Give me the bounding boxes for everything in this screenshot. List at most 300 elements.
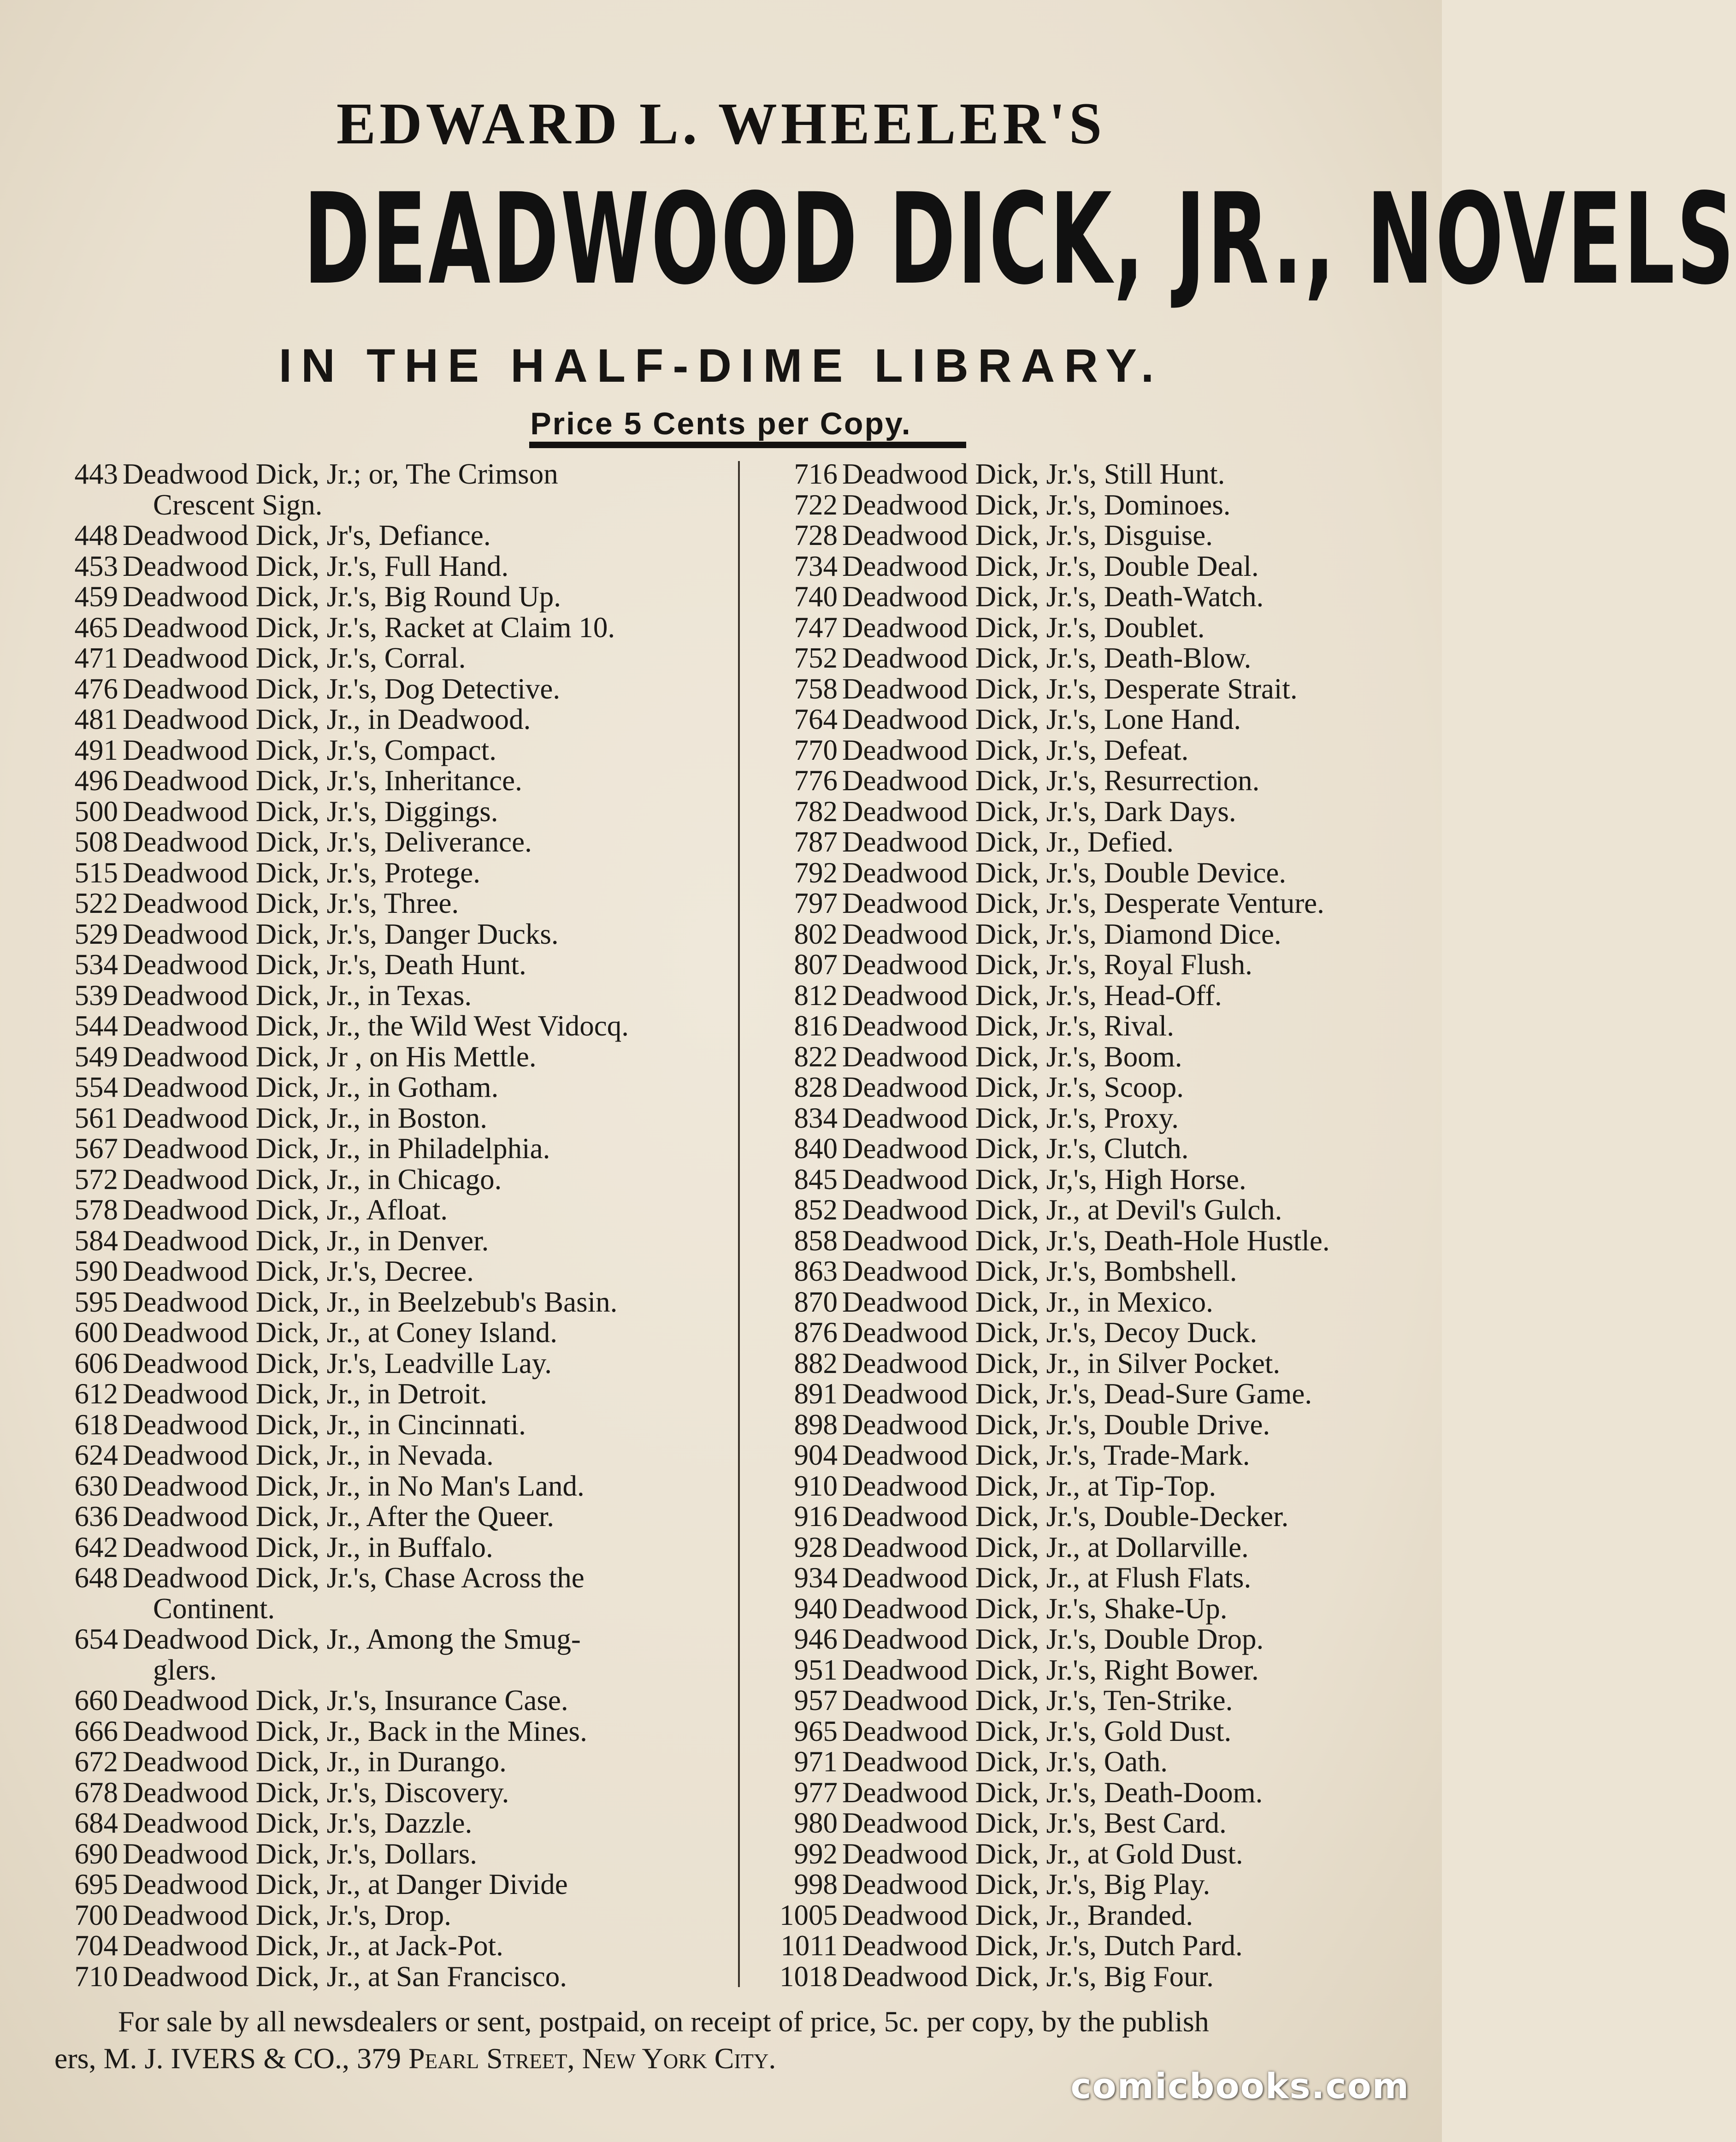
novel-entry (54, 1072, 723, 1103)
novel-entry (54, 581, 723, 612)
novel-title: Deadwood Dick, Jr.'s, Defeat. (842, 734, 1189, 766)
novel-entry (758, 735, 1431, 766)
novel-number: 797 (794, 887, 838, 919)
novel-title: Deadwood Dick, Jr., Branded. (842, 1899, 1193, 1931)
novel-title: Deadwood Dick, Jr., at Danger Divide (123, 1868, 568, 1900)
author-heading: EDWARD L. WHEELER'S (336, 91, 1106, 156)
novel-title: Deadwood Dick, Jr., in Gotham. (123, 1071, 499, 1103)
novel-title: Deadwood Dick, Jr.'s, Double Device. (842, 856, 1287, 889)
novel-title: Deadwood Dick, Jr., in Silver Pocket. (842, 1347, 1281, 1379)
novel-entry (54, 612, 723, 643)
novel-entry (758, 980, 1431, 1011)
novel-title: Deadwood Dick, Jr.'s, Doublet. (842, 611, 1205, 644)
novel-number: 863 (794, 1255, 838, 1287)
novel-entry (758, 1930, 1431, 1961)
novel-number: 898 (794, 1408, 838, 1441)
novel-number: 870 (794, 1285, 838, 1318)
novel-title: Deadwood Dick, Jr,'s, High Horse. (842, 1163, 1246, 1195)
novel-number: 928 (794, 1531, 838, 1563)
novel-number: 600 (74, 1316, 118, 1349)
novel-number: 812 (794, 979, 838, 1012)
novel-entry (758, 459, 1431, 490)
novel-number: 965 (794, 1715, 838, 1747)
novel-title: Deadwood Dick, Jr.'s, Dollars. (123, 1837, 477, 1870)
novel-title: Deadwood Dick, Jr.'s, Big Play. (842, 1868, 1210, 1900)
novel-title: Deadwood Dick, Jr.'s, Dog Detective. (123, 672, 561, 705)
novel-number: 840 (794, 1132, 838, 1165)
novel-title: Deadwood Dick, Jr.'s, Big Round Up. (123, 580, 561, 613)
novel-title: Deadwood Dick, Jr.'s, Desperate Venture. (842, 887, 1324, 919)
novel-entry (758, 551, 1431, 582)
novel-title: Deadwood Dick, Jr.'s, Shake-Up. (842, 1592, 1228, 1625)
novel-entry (758, 1839, 1431, 1870)
novel-number: 764 (794, 703, 838, 735)
novel-number: 578 (74, 1194, 118, 1226)
novel-title: Deadwood Dick, Jr., at Devil's Gulch. (842, 1194, 1282, 1226)
novel-entry (758, 1716, 1431, 1747)
novel-entry (54, 1471, 723, 1502)
novel-title: Deadwood Dick, Jr.'s, Dead-Sure Game. (842, 1378, 1312, 1410)
novel-number: 792 (794, 856, 838, 889)
novel-entry (54, 827, 723, 858)
novel-title: Deadwood Dick, Jr.'s, Gold Dust. (842, 1715, 1232, 1747)
novel-entry (758, 1072, 1431, 1103)
novel-number: 476 (74, 672, 118, 705)
novel-title: Deadwood Dick, Jr.'s, Double-Decker. (842, 1500, 1289, 1533)
novel-entry (758, 1808, 1431, 1839)
novel-entry (758, 1348, 1431, 1379)
novel-number: 998 (794, 1868, 838, 1900)
number-spacer (54, 490, 123, 521)
novel-number: 684 (74, 1807, 118, 1839)
novel-title: Deadwood Dick, Jr , on His Mettle. (123, 1040, 537, 1073)
footer-line-1: For sale by all newsdealers or sent, postpaid, on receipt of price, 5c. per copy, by the publish (118, 2005, 1209, 2038)
novel-title: Deadwood Dick, Jr., at Coney Island. (123, 1316, 558, 1349)
novel-title: Deadwood Dick, Jr., in Buffalo. (123, 1531, 493, 1563)
novel-number: 612 (74, 1378, 118, 1410)
novel-title: Deadwood Dick, Jr.'s, Dark Days. (842, 795, 1236, 828)
novel-title-continued: Crescent Sign. (153, 488, 323, 521)
novel-title: Deadwood Dick, Jr., in Chicago. (123, 1163, 502, 1195)
novel-title: Deadwood Dick, Jr., in No Man's Land. (123, 1469, 585, 1502)
novel-title: Deadwood Dick, Jr.'s, Compact. (123, 734, 496, 766)
novel-title: Deadwood Dick, Jr.'s, Death-Blow. (842, 642, 1252, 674)
novel-number: 624 (74, 1439, 118, 1471)
novel-number: 636 (74, 1500, 118, 1533)
novel-number: 946 (794, 1623, 838, 1655)
novel-number: 1011 (780, 1929, 838, 1962)
novel-title: Deadwood Dick, Jr.'s, Deliverance. (123, 826, 532, 858)
novel-title: Deadwood Dick, Jr., in Cincinnati. (123, 1408, 526, 1441)
novel-entry (758, 1440, 1431, 1471)
novel-number: 443 (74, 458, 118, 490)
novel-number: 940 (794, 1592, 838, 1625)
novel-number: 453 (74, 550, 118, 582)
novel-number: 1005 (779, 1899, 838, 1931)
novel-entry (758, 1011, 1431, 1041)
novel-title: Deadwood Dick, Jr., After the Queer. (123, 1500, 554, 1533)
novel-number: 595 (74, 1285, 118, 1318)
novel-entry (54, 551, 723, 582)
novel-entry (54, 1041, 723, 1072)
novel-entry (758, 1685, 1431, 1716)
novel-number: 500 (74, 795, 118, 828)
novel-title: Deadwood Dick, Jr.'s, Dazzle. (123, 1807, 472, 1839)
novel-number: 992 (794, 1837, 838, 1870)
novel-entry (54, 704, 723, 735)
novel-number: 606 (74, 1347, 118, 1379)
novel-title: Deadwood Dick, Jr., Defied. (842, 826, 1174, 858)
novel-entry (758, 1900, 1431, 1931)
novel-entry (758, 1501, 1431, 1532)
novel-title: Deadwood Dick, Jr.'s, Diamond Dice. (842, 917, 1281, 950)
novel-title: Deadwood Dick, Jr.; or, The Crimson (123, 458, 558, 490)
novel-entry (758, 1103, 1431, 1134)
novel-number: 522 (74, 887, 118, 919)
novel-number: 971 (794, 1746, 838, 1778)
novel-entry (758, 1133, 1431, 1164)
novel-title: Deadwood Dick, Jr.'s, Proxy. (842, 1101, 1179, 1134)
novel-number: 549 (74, 1040, 118, 1073)
novel-number: 704 (74, 1929, 118, 1962)
novel-entry (54, 1348, 723, 1379)
novel-title: Deadwood Dick, Jr.'s, Dominoes. (842, 488, 1231, 521)
novel-title: Deadwood Dick, Jr., at Dollarville. (842, 1531, 1249, 1563)
novel-entry (54, 1777, 723, 1808)
novel-title: Deadwood Dick, Jr.'s, Double Drop. (842, 1623, 1264, 1655)
novel-entry (758, 1409, 1431, 1440)
novel-entry (54, 1839, 723, 1870)
column-divider (738, 461, 740, 1987)
novel-title: Deadwood Dick, Jr., Back in the Mines. (123, 1715, 587, 1747)
novel-entry (758, 1593, 1431, 1624)
novel-title: Deadwood Dick, Jr.'s, Head-Off. (842, 979, 1222, 1012)
novel-title: Deadwood Dick, Jr.'s, Ten-Strike. (842, 1684, 1233, 1716)
novel-number: 716 (794, 458, 838, 490)
novel-number: 567 (74, 1132, 118, 1165)
novel-title: Deadwood Dick, Jr.'s, Clutch. (842, 1132, 1189, 1165)
novel-title: Deadwood Dick, Jr., in Boston. (123, 1101, 487, 1134)
novel-entry (758, 581, 1431, 612)
novel-entry (758, 704, 1431, 735)
novel-number: 722 (794, 488, 838, 521)
novel-title: Deadwood Dick, Jr.'s, Insurance Case. (123, 1684, 568, 1716)
novel-entry (54, 1624, 723, 1655)
publisher-address: Pearl Street, New York City. (408, 2042, 776, 2075)
novel-entry (758, 1777, 1431, 1808)
novel-number: 980 (794, 1807, 838, 1839)
novel-number: 561 (74, 1101, 118, 1134)
novel-title: Deadwood Dick, Jr.'s, Desperate Strait. (842, 672, 1298, 705)
novel-number: 834 (794, 1101, 838, 1134)
novel-title: Deadwood Dick, Jr., in Detroit. (123, 1378, 487, 1410)
novel-title: Deadwood Dick, Jr.'s, Chase Across the (123, 1562, 585, 1594)
novel-number: 465 (74, 611, 118, 644)
novel-entry (54, 1133, 723, 1164)
novel-title: Deadwood Dick, Jr.'s, Drop. (123, 1899, 451, 1931)
novel-number: 752 (794, 642, 838, 674)
novel-entry (758, 1041, 1431, 1072)
novel-entry (54, 1103, 723, 1134)
library-subtitle: IN THE HALF-DIME LIBRARY. (278, 339, 1163, 392)
novel-number: 891 (794, 1378, 838, 1410)
novel-number: 816 (794, 1010, 838, 1042)
novel-entry-continuation (54, 490, 723, 521)
novel-title: Deadwood Dick, Jr.'s, Big Four. (842, 1960, 1214, 1993)
novel-entry (758, 858, 1431, 888)
novel-number: 782 (794, 795, 838, 828)
novel-entry (758, 1471, 1431, 1502)
novel-number: 852 (794, 1194, 838, 1226)
novel-number: 740 (794, 580, 838, 613)
novel-number: 822 (794, 1040, 838, 1073)
novel-entry (758, 612, 1431, 643)
novel-title: Deadwood Dick, Jr.'s, Still Hunt. (842, 458, 1225, 490)
novel-number: 828 (794, 1071, 838, 1103)
novel-number: 481 (74, 703, 118, 735)
novel-title: Deadwood Dick, Jr.'s, Resurrection. (842, 764, 1260, 797)
novel-title: Deadwood Dick, Jr., at Flush Flats. (842, 1562, 1252, 1594)
novel-title: Deadwood Dick, Jr.'s, Full Hand. (123, 550, 509, 582)
novel-number: 876 (794, 1316, 838, 1349)
novel-number: 700 (74, 1899, 118, 1931)
novel-entry (54, 765, 723, 796)
novel-entry (54, 1716, 723, 1747)
novel-title: Deadwood Dick, Jr., at Gold Dust. (842, 1837, 1243, 1870)
novel-title: Deadwood Dick, Jr., in Denver. (123, 1224, 489, 1257)
novel-title: Deadwood Dick, Jr.'s, Leadville Lay. (123, 1347, 552, 1379)
novel-entry (54, 459, 723, 490)
novel-title: Deadwood Dick, Jr.'s, Decoy Duck. (842, 1316, 1258, 1349)
novel-title: Deadwood Dick, Jr.'s, Disguise. (842, 519, 1213, 551)
novel-entry (758, 674, 1431, 704)
number-spacer (54, 1593, 123, 1624)
novel-title: Deadwood Dick, Jr., in Deadwood. (123, 703, 531, 735)
novel-entry (54, 1746, 723, 1777)
novel-number: 690 (74, 1837, 118, 1870)
novel-title: Deadwood Dick, Jr., in Durango. (123, 1746, 507, 1778)
novel-number: 858 (794, 1224, 838, 1257)
novel-entry-continuation (54, 1655, 723, 1686)
novel-number: 666 (74, 1715, 118, 1747)
novel-entry (54, 949, 723, 980)
novel-number: 934 (794, 1562, 838, 1594)
novel-entry (54, 1225, 723, 1256)
novel-number: 529 (74, 917, 118, 950)
novel-entry (54, 1164, 723, 1195)
novel-entry (54, 858, 723, 888)
novel-title: Deadwood Dick, Jr.'s, Double Drive. (842, 1408, 1270, 1441)
novel-entry (758, 1225, 1431, 1256)
novel-title: Deadwood Dick, Jr.'s, Protege. (123, 856, 480, 889)
novel-entry (54, 796, 723, 827)
novel-title: Deadwood Dick, Jr.'s, Royal Flush. (842, 948, 1252, 981)
novel-title: Deadwood Dick, Jr.'s, Trade-Mark. (842, 1439, 1250, 1471)
novel-entry (758, 643, 1431, 674)
novel-title: Deadwood Dick, Jr., in Philadelphia. (123, 1132, 550, 1165)
novel-number: 515 (74, 856, 118, 889)
publisher-name: ers, M. J. IVERS & CO., 379 (54, 2042, 409, 2075)
novel-title: Deadwood Dick, Jr., at San Francisco. (123, 1960, 567, 1993)
novel-title: Deadwood Dick, Jr., Afloat. (123, 1194, 448, 1226)
novel-number: 710 (74, 1960, 118, 1993)
novel-number: 951 (794, 1653, 838, 1686)
novel-entry (54, 520, 723, 551)
novel-title: Deadwood Dick, Jr.'s, Corral. (123, 642, 466, 674)
novel-entry (758, 1287, 1431, 1318)
novel-entry (54, 735, 723, 766)
novel-number: 770 (794, 734, 838, 766)
novel-title: Deadwood Dick, Jr.'s, Dutch Pard. (842, 1929, 1243, 1962)
number-spacer (54, 1655, 123, 1686)
novel-number: 448 (74, 519, 118, 551)
novel-title: Deadwood Dick, Jr.'s, Death-Doom. (842, 1776, 1263, 1809)
novel-number: 654 (74, 1623, 118, 1655)
novel-number: 618 (74, 1408, 118, 1441)
novel-title: Deadwood Dick, Jr., in Texas. (123, 979, 472, 1012)
novel-number: 845 (794, 1163, 838, 1195)
novel-title: Deadwood Dick, Jr.'s, Bombshell. (842, 1255, 1237, 1287)
novel-entry (758, 827, 1431, 858)
price-line: Price 5 Cents per Copy. (530, 406, 912, 441)
novel-title: Deadwood Dick, Jr.'s, Diggings. (123, 795, 498, 828)
novel-entry (758, 1624, 1431, 1655)
novel-number: 776 (794, 764, 838, 797)
novel-number: 807 (794, 948, 838, 981)
novel-number: 678 (74, 1776, 118, 1809)
novel-number: 660 (74, 1684, 118, 1716)
novel-entry (758, 1562, 1431, 1593)
novel-title: Deadwood Dick, Jr.'s, Lone Hand. (842, 703, 1241, 735)
novel-title: Deadwood Dick, Jr.'s, Racket at Claim 10. (123, 611, 615, 644)
novel-number: 572 (74, 1163, 118, 1195)
novel-entry (54, 1256, 723, 1287)
novel-entry (758, 796, 1431, 827)
novel-title: Deadwood Dick, Jr., the Wild West Vidocq. (123, 1010, 629, 1042)
novel-title: Deadwood Dick, Jr.'s, Discovery. (123, 1776, 509, 1809)
novel-entry (758, 1317, 1431, 1348)
novel-number: 910 (794, 1469, 838, 1502)
novel-entry (758, 1655, 1431, 1686)
novel-number: 672 (74, 1746, 118, 1778)
novel-title: Deadwood Dick, Jr.'s, Decree. (123, 1255, 474, 1287)
novel-number: 882 (794, 1347, 838, 1379)
novel-entry (758, 520, 1431, 551)
novel-number: 728 (794, 519, 838, 551)
price-underline (529, 442, 966, 448)
novel-number: 642 (74, 1531, 118, 1563)
novel-entry (54, 1930, 723, 1961)
novel-title: Deadwood Dick, Jr., in Beelzebub's Basin. (123, 1285, 618, 1318)
novel-title: Deadwood Dick, Jr.'s, Double Deal. (842, 550, 1259, 582)
novel-number: 916 (794, 1500, 838, 1533)
watermark: comicbooks.com (1070, 2065, 1410, 2106)
novel-title: Deadwood Dick, Jr.'s, Scoop. (842, 1071, 1184, 1103)
novel-number: 1018 (779, 1960, 838, 1993)
novel-number: 695 (74, 1868, 118, 1900)
novel-title: Deadwood Dick, Jr.'s, Best Card. (842, 1807, 1227, 1839)
novel-number: 584 (74, 1224, 118, 1257)
right-title-column (758, 459, 1431, 1994)
novel-title-continued: Continent. (153, 1592, 275, 1625)
novel-entry (54, 1501, 723, 1532)
novel-number: 802 (794, 917, 838, 950)
novel-entry (54, 1808, 723, 1839)
novel-number: 459 (74, 580, 118, 613)
novel-number: 977 (794, 1776, 838, 1809)
novel-entry (54, 980, 723, 1011)
novel-entry (758, 1869, 1431, 1900)
novel-title-continued: glers. (153, 1653, 217, 1686)
novel-title: Deadwood Dick, Jr.'s, Death-Hole Hustle. (842, 1224, 1330, 1257)
novel-entry (758, 1195, 1431, 1225)
novel-entry (54, 1409, 723, 1440)
novel-title: Deadwood Dick, Jr., in Nevada. (123, 1439, 494, 1471)
novel-number: 787 (794, 826, 838, 858)
novel-number: 630 (74, 1469, 118, 1502)
novel-entry (758, 1379, 1431, 1409)
novel-title: Deadwood Dick, Jr.'s, Death-Watch. (842, 580, 1264, 613)
novel-number: 648 (74, 1562, 118, 1594)
novel-entry (758, 919, 1431, 950)
novel-number: 590 (74, 1255, 118, 1287)
series-title: DEADWOOD DICK, JR., NOVELS (303, 167, 1736, 313)
novel-entry (54, 919, 723, 950)
novel-entry (758, 490, 1431, 521)
novel-entry (54, 1379, 723, 1409)
novel-number: 544 (74, 1010, 118, 1042)
novel-title: Deadwood Dick, Jr's, Defiance. (123, 519, 491, 551)
novel-number: 534 (74, 948, 118, 981)
novel-entry (54, 674, 723, 704)
novel-entry (758, 888, 1431, 919)
novel-entry (54, 888, 723, 919)
novel-entry (54, 643, 723, 674)
novel-entry (758, 765, 1431, 796)
novel-number: 957 (794, 1684, 838, 1716)
novel-entry (758, 1961, 1431, 1992)
novel-title: Deadwood Dick, Jr.'s, Boom. (842, 1040, 1182, 1073)
novel-entry (54, 1287, 723, 1318)
novel-number: 471 (74, 642, 118, 674)
novel-number: 758 (794, 672, 838, 705)
novel-number: 734 (794, 550, 838, 582)
novel-entry (54, 1685, 723, 1716)
left-title-column (54, 459, 723, 1994)
novel-entry (54, 1562, 723, 1593)
novel-title: Deadwood Dick, Jr., at Jack-Pot. (123, 1929, 503, 1962)
novel-entry (54, 1440, 723, 1471)
novel-title: Deadwood Dick, Jr.'s, Oath. (842, 1746, 1168, 1778)
novel-entry-continuation (54, 1593, 723, 1624)
novel-title: Deadwood Dick, Jr.'s, Rival. (842, 1010, 1175, 1042)
novel-title: Deadwood Dick, Jr.'s, Death Hunt. (123, 948, 526, 981)
novel-title: Deadwood Dick, Jr., in Mexico. (842, 1285, 1213, 1318)
novel-title: Deadwood Dick, Jr.'s, Danger Ducks. (123, 917, 559, 950)
novel-entry (54, 1195, 723, 1225)
novel-number: 508 (74, 826, 118, 858)
novel-number: 496 (74, 764, 118, 797)
novel-entry (54, 1900, 723, 1931)
novel-entry (758, 1256, 1431, 1287)
novel-number: 539 (74, 979, 118, 1012)
novel-entry (54, 1532, 723, 1563)
novel-number: 491 (74, 734, 118, 766)
novel-entry (54, 1961, 723, 1992)
novel-entry (758, 1532, 1431, 1563)
novel-number: 904 (794, 1439, 838, 1471)
novel-number: 554 (74, 1071, 118, 1103)
